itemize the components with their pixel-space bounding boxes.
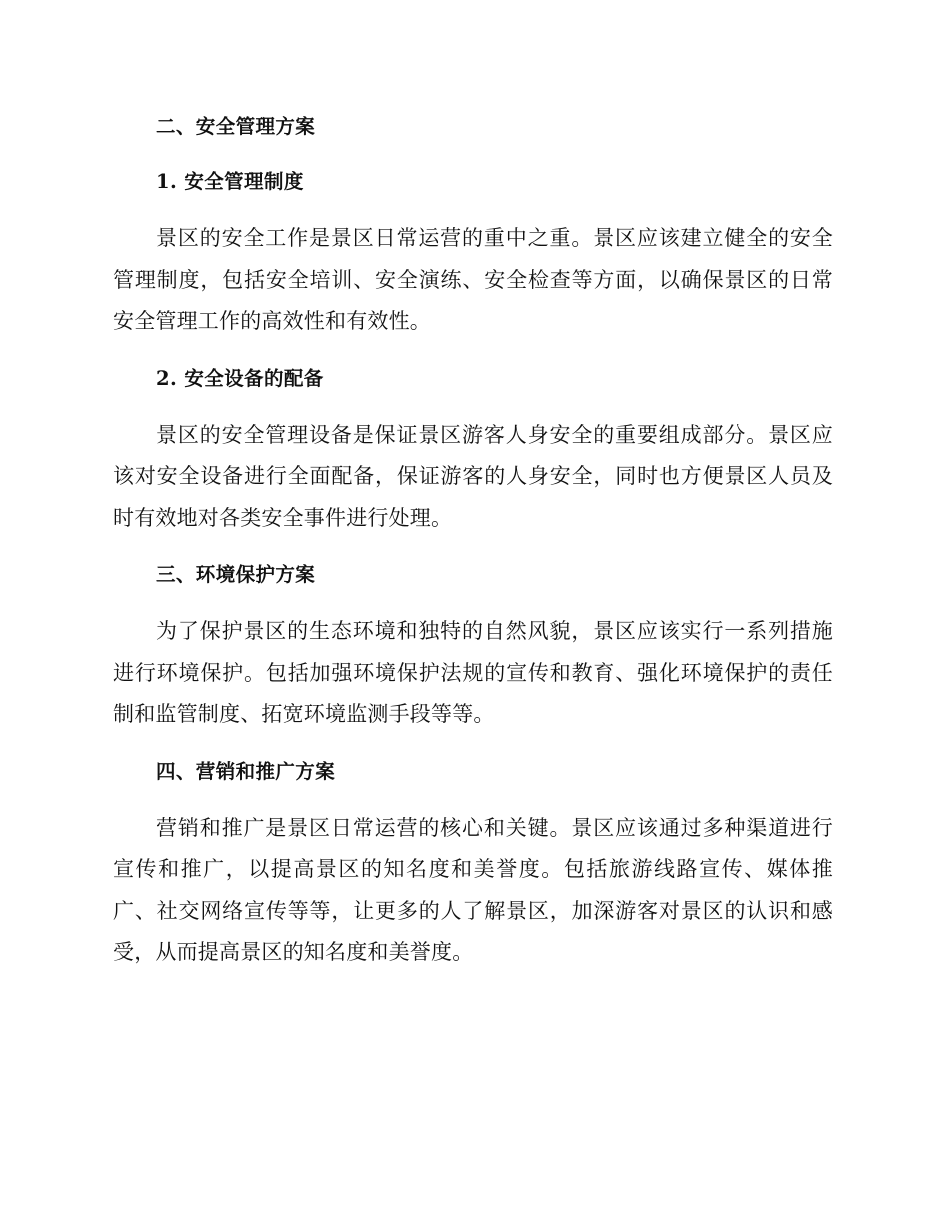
subheading-safety-equipment: 2. 安全设备的配备 bbox=[156, 366, 324, 390]
section-heading-safety: 二、安全管理方案 bbox=[156, 115, 316, 138]
paragraph-safety-system: 景区的安全工作是景区日常运营的重中之重。景区应该建立健全的安全管理制度，包括安全培训、安全演练、安全检查等方面，以确保景区的日常安全管理工作的高效性和有效性。 bbox=[113, 226, 833, 333]
paragraph-environment: 为了保护景区的生态环境和独特的自然风貌，景区应该实行一系列措施进行环境保护。包括加强环境保护法规的宣传和教育、强化环境保护的责任制和监管制度、拓宽环境监测手段等等。 bbox=[113, 619, 833, 726]
paragraph-marketing: 营销和推广是景区日常运营的核心和关键。景区应该通过多种渠道进行宣传和推广，以提高景区的知名度和美誉度。包括旅游线路宣传、媒体推广、社交网络宣传等等，让更多的人了解景区，加深游客对景区的认识和感受，从而提高景区的知名度和美誉度。 bbox=[113, 815, 833, 964]
paragraph-safety-equipment: 景区的安全管理设备是保证景区游客人身安全的重要组成部分。景区应该对安全设备进行全面配备，保证游客的人身安全，同时也方便景区人员及时有效地对各类安全事件进行处理。 bbox=[113, 422, 833, 530]
section-heading-marketing: 四、营销和推广方案 bbox=[156, 759, 336, 783]
subheading-safety-system: 1. 安全管理制度 bbox=[156, 170, 304, 193]
section-heading-environment: 三、环境保护方案 bbox=[156, 563, 316, 586]
document-page bbox=[113, 108, 833, 974]
